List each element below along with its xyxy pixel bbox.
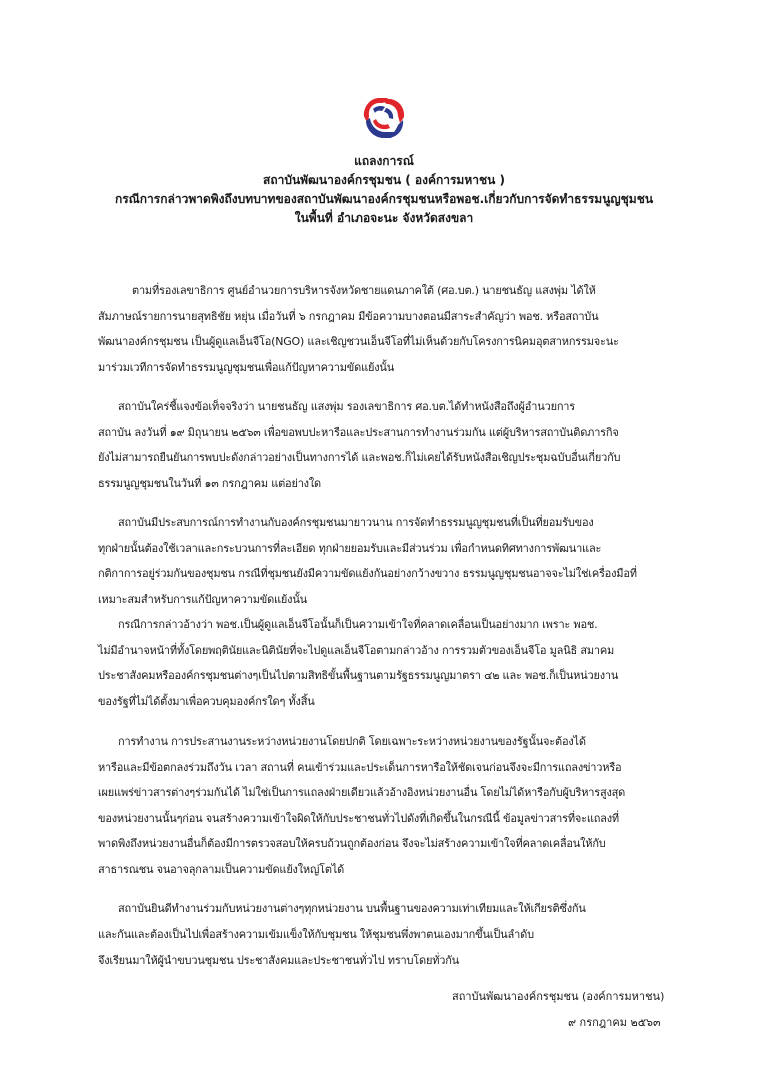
- paragraph-6-line: สถาบันยินดีทำงานร่วมกับหน่วยงานต่างๆทุกหน่วยงาน บนพื้นฐานของความเท่าเทียมและให้เกียรติซึ่งกัน: [118, 902, 586, 915]
- paragraph-1-line: พัฒนาองค์กรชุมชน เป็นผู้ดูแลเอ็นจีโอ(NGO) และเชิญชวนเอ็นจีโอที่ไม่เห็นด้วยกับโครงการนิคมอุตสาหกรรมจะนะ: [98, 335, 619, 348]
- document-title: แถลงการณ์: [354, 154, 414, 168]
- paragraph-1-line: มาร่วมเวทีการจัดทำธรรมนูญชุมชนเพื่อแก้ปัญหาความขัดแย้งนั้น: [98, 361, 395, 374]
- paragraph-2-line: ยังไม่สามารถยืนยันการพบปะดังกล่าวอย่างเป็นทางการได้ และพอช.ก็ไม่เคยได้รับหนังสือเชิญประชุมฉบับอื่นเกี่ยวกับ: [98, 451, 621, 464]
- document-area: ในพื้นที่ อำเภอจะนะ จังหวัดสงขลา: [294, 211, 474, 225]
- signature-organization: สถาบันพัฒนาองค์กรชุมชน (องค์การมหาชน): [452, 990, 665, 1003]
- paragraph-4-line: ประชาสังคมหรือองค์กรชุมชนต่างๆเป็นไปตามสิทธิขั้นพื้นฐานตามรัฐธรรมนูญมาตรา ๔๒ และ พอช.ก็เป็นหน่วยงาน: [98, 669, 619, 682]
- paragraph-3-line: เหมาะสมสำหรับการแก้ปัญหาความขัดแย้งนั้น: [98, 593, 307, 606]
- paragraph-5-line: การทำงาน การประสานงานระหว่างหน่วยงานโดยปกติ โดยเฉพาะระหว่างหน่วยงานของรัฐนั้นจะต้องได้: [118, 735, 586, 748]
- paragraph-2-line: สถาบันใคร่ชี้แจงข้อเท็จจริงว่า นายชนธัญ แสงพุ่ม รองเลขาธิการ ศอ.บต.ได้ทำหนังสือถึงผู้อำนวยการ: [118, 400, 575, 413]
- paragraph-1-line: สัมภาษณ์รายการนายสุทธิชัย หยุ่น เมื่อวันที่ ๖ กรกฎาคม มีข้อความบางตอนมีสาระสำคัญว่า พอช. หรือสถาบัน: [98, 310, 599, 323]
- paragraph-4-line: ไม่มีอำนาจหน้าที่ทั้งโดยพฤตินัยและนิตินัยที่จะไปดูแลเอ็นจีโอตามกล่าวอ้าง การรวมตัวของเอ็นจีโอ มูลนิธิ สมาคม: [98, 644, 615, 657]
- paragraph-5-line: สาธารณชน จนอาจลุกลามเป็นความขัดแย้งใหญ่โตได้: [98, 863, 345, 876]
- paragraph-5-line: พาดพิงถึงหน่วยงานอื่นก็ต้องมีการตรวจสอบให้ครบถ้วนถูกต้องก่อน จึงจะไม่สร้างความเข้าใจที่คลาดเคลื่อนให้กับ: [98, 837, 606, 850]
- paragraph-5-line: หารือและมีข้อตกลงร่วมถึงวัน เวลา สถานที่ คนเข้าร่วมและประเด็นการหารือให้ชัดเจนก่อนจึงจะมีการแถลงข่าวหรือ: [98, 761, 622, 774]
- signature-date: ๙ กรกฎาคม ๒๕๖๓: [568, 1016, 661, 1029]
- paragraph-2-line: สถาบัน ลงวันที่ ๑๙ มิถุนายน ๒๕๖๓ เพื่อขอพบปะหารือและประสานการทำงานร่วมกัน แต่ผู้บริหารสถาบันติดภารกิจ: [98, 426, 619, 439]
- paragraph-6-line: และกันและต้องเป็นไปเพื่อสร้างความเข้มแข็งให้กับชุมชน ให้ชุมชนพึ่งพาตนเองมากขึ้นเป็นลำดับ: [98, 928, 534, 941]
- paragraph-4-line: ของรัฐที่ไม่ได้ตั้งมาเพื่อควบคุมองค์กรใดๆ ทั้งสิ้น: [98, 695, 315, 708]
- paragraph-3-line: ทุกฝ่ายนั้นต้องใช้เวลาและกระบวนการที่ละเอียด ทุกฝ่ายยอมรับและมีส่วนร่วม เพื่อกำหนดทิศทางการพัฒนาและ: [98, 542, 602, 555]
- paragraph-3-line: สถาบันมีประสบการณ์การทำงานกับองค์กรชุมชนมายาวนาน การจัดทำธรรมนูญชุมชนที่เป็นที่ยอมรับของ: [118, 516, 594, 529]
- paragraph-2-line: ธรรมนูญชุมชนในวันที่ ๑๓ กรกฎาคม แต่อย่างใด: [98, 477, 321, 490]
- paragraph-5-line: เผยแพร่ข่าวสารต่างๆร่วมกันได้ ไม่ใช่เป็นการแถลงฝ่ายเดียวแล้วอ้างอิงหน่วยงานอื่น โดยไม่ได้หารือกับผู้บริหารสูงสุด: [98, 786, 626, 799]
- paragraph-3-line: กติกาการอยู่ร่วมกันของชุมชน กรณีที่ชุมชนยังมีความขัดแย้งกันอย่างกว้างขวาง ธรรมนูญชุมชนอาจจะไม่ใช่เครื่องมือที่: [98, 567, 637, 580]
- paragraph-5-line: ของหน่วยงานนั้นๆก่อน จนสร้างความเข้าใจผิดให้กับประชาชนทั่วไปดังที่เกิดขึ้นในกรณีนี้ ข้อมูลข่าวสารที่จะแถลงที่: [98, 812, 619, 825]
- paragraph-4-line: กรณีการกล่าวอ้างว่า พอช.เป็นผู้ดูแลเอ็นจีโอนั้นก็เป็นความเข้าใจที่คลาดเคลื่อนเป็นอย่างมาก เพราะ พอช.: [118, 618, 598, 631]
- closing-line: จึงเรียนมาให้ผู้นำขบวนชุมชน ประชาสังคมและประชาชนทั่วไป ทราบโดยทั่วกัน: [98, 954, 460, 967]
- paragraph-1-line: ตามที่รองเลขาธิการ ศูนย์อำนวยการบริหารจังหวัดชายแดนภาคใต้ (ศอ.บต.) นายชนธัญ แสงพุ่ม ได้ให้: [132, 284, 596, 297]
- organization-logo-icon: [359, 93, 409, 143]
- organization-name: สถาบันพัฒนาองค์กรชุมชน ( องค์การมหาชน ): [263, 173, 505, 187]
- document-subject: กรณีการกล่าวพาดพิงถึงบทบาทของสถาบันพัฒนาองค์กรชุมชนหรือพอช.เกี่ยวกับการจัดทำธรรมนูญชุมชน: [114, 192, 654, 206]
